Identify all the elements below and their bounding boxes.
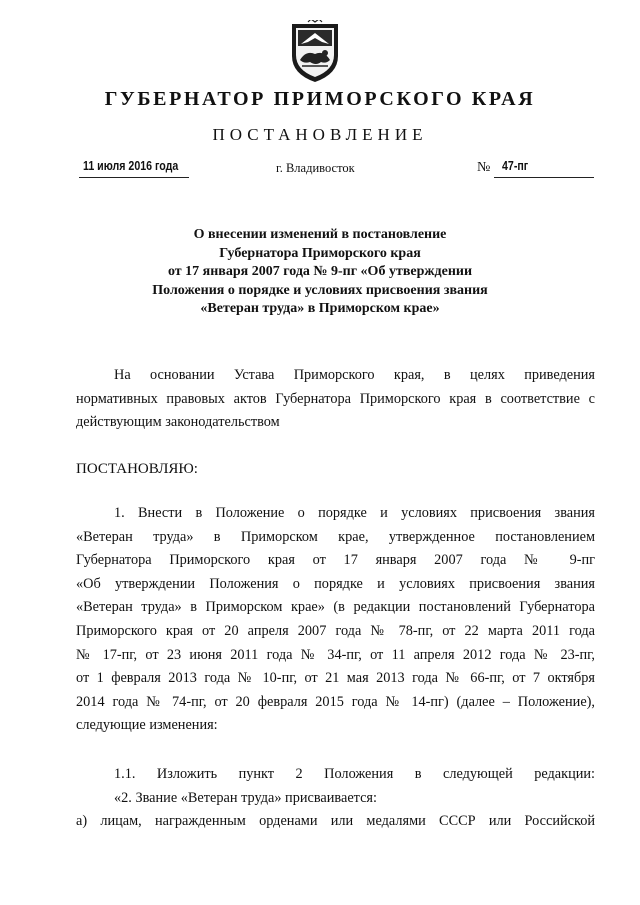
paragraph-1 — [76, 502, 595, 738]
paragraph-line: 1.1. Изложить пункт 2 Положения в следующей редакции: — [114, 766, 595, 782]
paragraph-1-1 — [76, 763, 595, 834]
governor-title: ГУБЕРНАТОР ПРИМОРСКОГО КРАЯ — [104, 88, 536, 110]
paragraph-line: Приморского края от 20 апреля 2007 года № 78-пг, от 22 марта 2011 года — [76, 622, 595, 639]
number-label: № — [477, 160, 491, 175]
paragraph-line: 1. Внести в Положение о порядке и условиях присвоения звания — [114, 505, 595, 521]
document-subject — [120, 226, 520, 319]
paragraph-line: 2014 года № 74-пг, от 20 февраля 2015 года № 14-пг) (далее – Положение), — [76, 693, 595, 710]
document-type: ПОСТАНОВЛЕНИЕ — [212, 125, 428, 144]
paragraph-line: следующие изменения: — [76, 717, 218, 734]
subject-line: «Ветеран труда» в Приморском крае» — [200, 301, 440, 316]
document-city: г. Владивосток — [276, 161, 355, 175]
intro-paragraph — [76, 364, 595, 435]
subject-line: О внесении изменений в постановление — [193, 227, 447, 242]
subject-line: Положения о порядке и условиях присвоения звания — [152, 282, 488, 298]
paragraph-line: № 17-пг, от 23 июня 2011 года № 34-пг, от 11 апреля 2012 года № 23-пг, — [76, 646, 595, 663]
subject-line: Губернатора Приморского края — [219, 245, 421, 261]
paragraph-line: «Ветеран труда» в Приморском крае» (в редакции постановлений Губернатора — [76, 599, 595, 616]
intro-line: действующим законодательством — [76, 414, 280, 431]
decree-word: ПОСТАНОВЛЯЮ: — [76, 461, 198, 477]
paragraph-line: а) лицам, награжденным орденами или медалями СССР или Российской — [76, 813, 595, 830]
paragraph-line: от 1 февраля 2013 года № 10-пг, от 21 мая 2013 года № 66-пг, от 7 октября — [76, 670, 595, 687]
document-date: 11 июля 2016 года — [83, 159, 179, 173]
intro-line: нормативных правовых актов Губернатора Приморского края в соответствие с — [76, 390, 595, 407]
paragraph-line: «Об утверждении Положения о порядке и условиях присвоения звания — [76, 575, 595, 592]
paragraph-line: «2. Звание «Ветеран труда» присваивается: — [114, 789, 377, 806]
intro-line: На основании Устава Приморского края, в целях приведения — [114, 367, 595, 383]
primorye-coat-of-arms-icon — [288, 20, 342, 84]
document-number: 47-пг — [502, 159, 529, 173]
subject-line: от 17 января 2007 года № 9-пг «Об утверждении — [167, 264, 473, 279]
paragraph-line: Губернатора Приморского края от 17 января 2007 года № 9-пг — [76, 552, 595, 569]
paragraph-line: «Ветеран труда» в Приморском крае, утвержденное постановлением — [76, 528, 595, 545]
